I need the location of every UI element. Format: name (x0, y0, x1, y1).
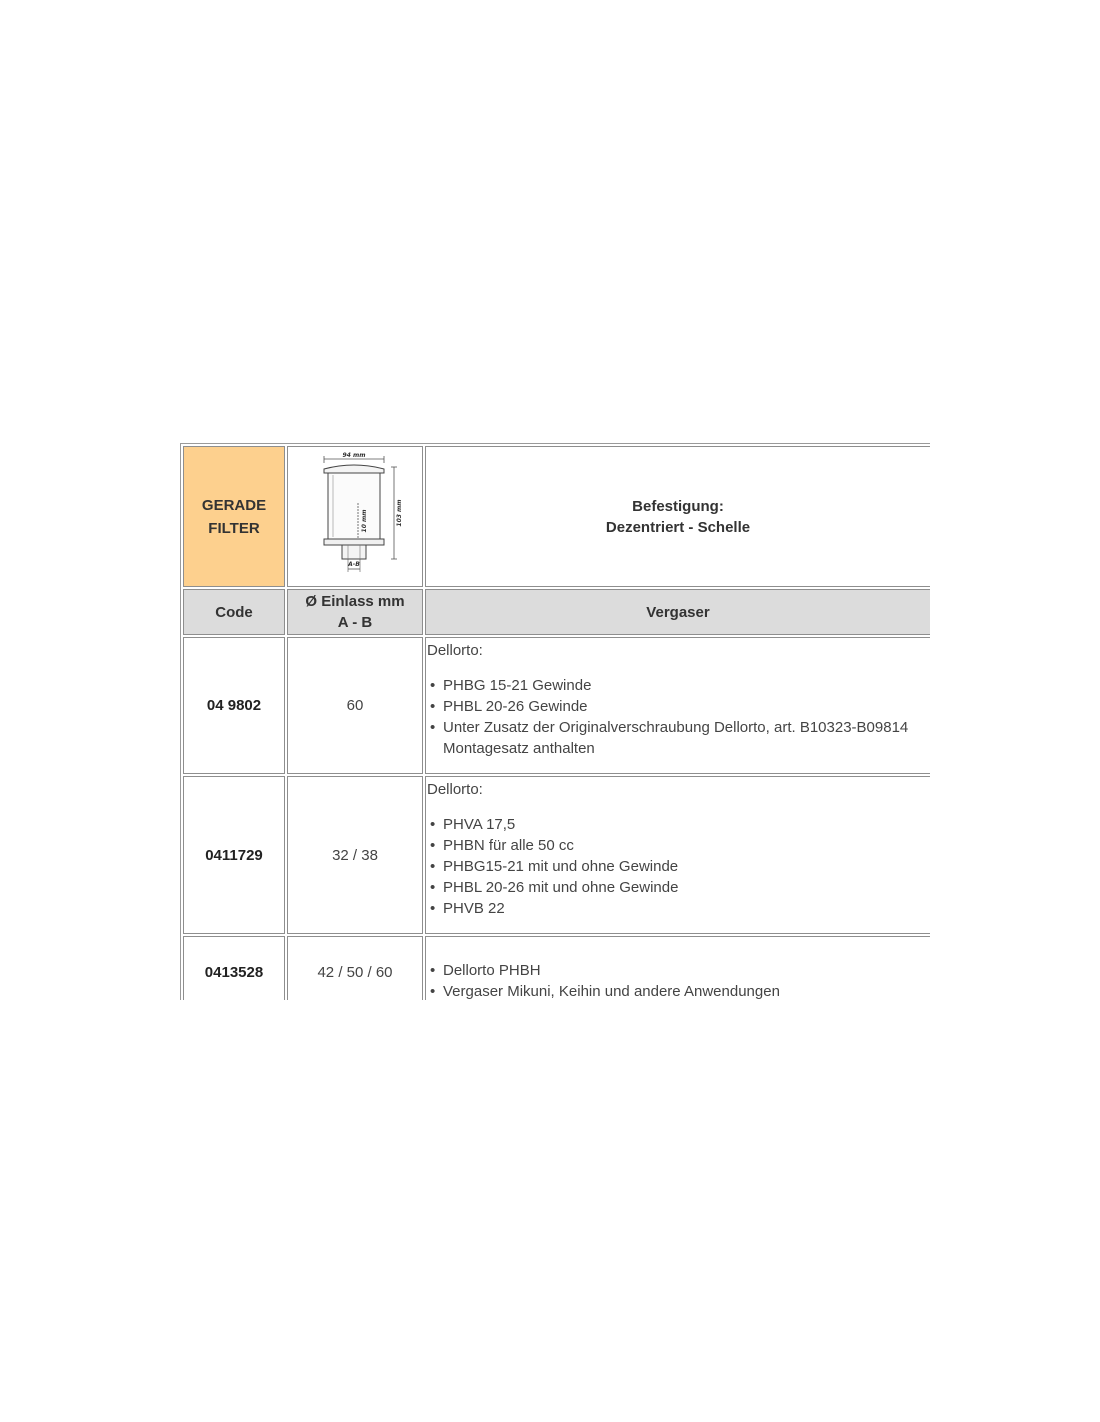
table-row (183, 637, 930, 774)
filter-drawing-cell (287, 446, 423, 587)
carburetor-list (426, 960, 930, 1000)
list-item: • PHBL 20-26 Gewinde (430, 698, 588, 715)
header-code: Code (183, 589, 285, 635)
list-item: • Vergaser Mikuni, Keihin und andere Anwendungen (430, 983, 780, 1000)
row-carburetor (425, 637, 930, 774)
product-title-cell (183, 446, 285, 587)
mounting-value: Dezentriert - Schelle (605, 518, 751, 536)
carburetor-list (426, 814, 930, 919)
row-code: 04 9802 (183, 637, 285, 774)
drawing-width-label: 94 mm (342, 451, 366, 459)
header-diameter-line1: Ø Einlass mm (305, 593, 405, 610)
header-carburetor: Vergaser (425, 589, 930, 635)
row-code: 0413528 (183, 936, 285, 1000)
list-item: • PHBN für alle 50 cc (430, 837, 574, 854)
table-row (183, 936, 930, 1000)
product-title-line1: GERADE (201, 496, 267, 514)
mounting-info-cell (425, 446, 930, 587)
drawing-inlet-label: A-B (348, 560, 360, 568)
product-sheet (180, 443, 930, 1000)
row-diameter: 42 / 50 / 60 (287, 936, 423, 1000)
filter-drawing (300, 451, 410, 579)
row-brand: Dellorto: (427, 642, 483, 659)
list-item: • PHBL 20-26 mit und ohne Gewinde (430, 879, 679, 896)
row-diameter: 32 / 38 (287, 776, 423, 934)
row-code: 0411729 (183, 776, 285, 934)
list-item: • PHVA 17,5 (430, 816, 516, 833)
list-item: • PHBG15-21 mit und ohne Gewinde (430, 858, 679, 875)
drawing-height-label: 103 mm (396, 498, 403, 527)
list-item: • PHBG 15-21 Gewinde (430, 677, 592, 694)
product-header-row (183, 446, 930, 587)
column-header-row (183, 589, 930, 635)
filter-spec-table (180, 443, 930, 1000)
row-carburetor (425, 776, 930, 934)
row-carburetor (425, 936, 930, 1000)
drawing-inner-label: 10 mm (361, 509, 368, 532)
header-diameter (287, 589, 423, 635)
header-diameter-line2: A - B (337, 614, 373, 631)
list-item: • Dellorto PHBH (430, 962, 541, 979)
row-diameter: 60 (287, 637, 423, 774)
list-item: • Unter Zusatz der Originalverschraubung Dellorto, art. B10323-B09814 Montagesatz anthalten (430, 719, 909, 757)
mounting-label: Befestigung: (632, 497, 724, 515)
list-item: • PHVB 22 (430, 900, 505, 917)
carburetor-list (426, 675, 930, 759)
product-title-line2: FILTER (208, 519, 260, 537)
row-brand: Dellorto: (427, 781, 483, 798)
table-row (183, 776, 930, 934)
